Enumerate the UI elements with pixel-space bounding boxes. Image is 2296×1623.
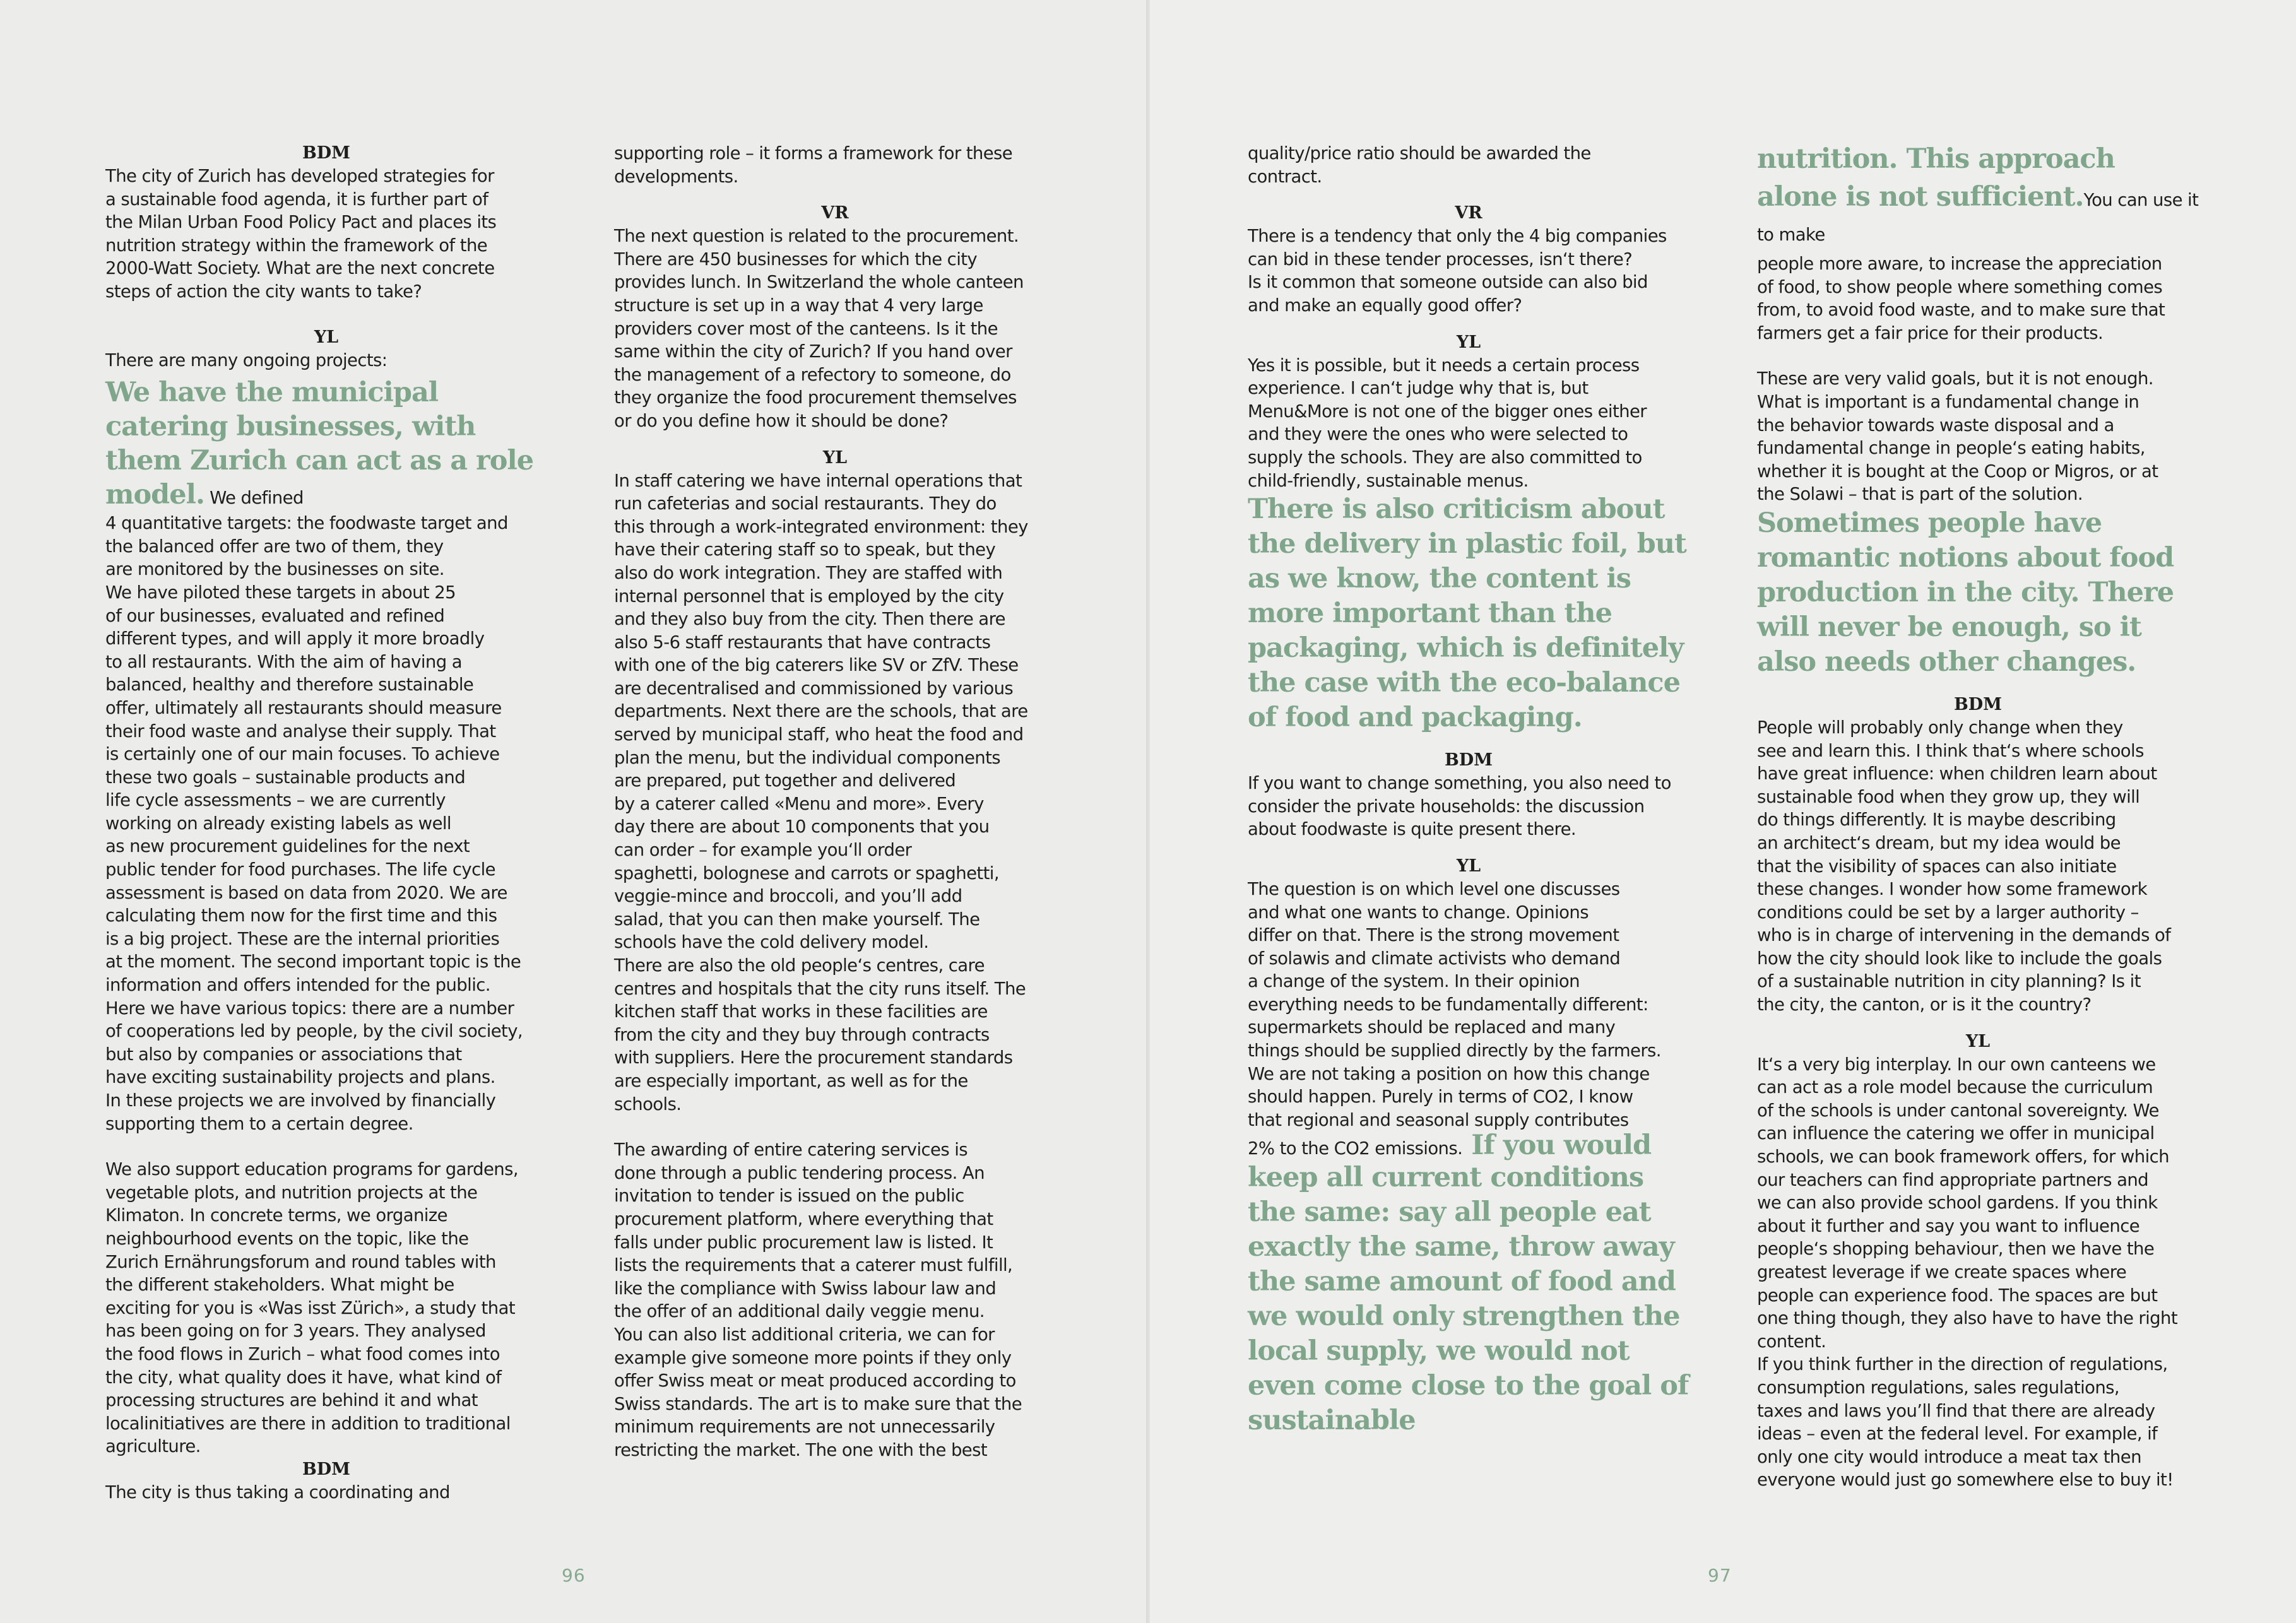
speaker-label: VR <box>1455 203 1482 223</box>
pull-quote: If you would <box>1462 1130 1652 1162</box>
pull-quote: There is also criticism about the delivery in plastic foil, but as we know, the content is more important than the packaging, which is definitely the case with the eco-balance of food and packaging. <box>1248 493 1686 734</box>
body-text: The question is on which level one discusses and what one wants to change. Opinions differ on that. There is the strong movement of solawis and climate activists who demand a change of the system. In their opinion everything needs to be fundamentally different: supermarkets should be replaced and many things should be supplied directly by the farmers. We are not taking a position on how this change should happen. Purely in terms of CO2, I know that regional and seasonal supply contributes <box>1248 878 1661 1130</box>
body-text: We also support education programs for gardens, vegetable plots, and nutrition projects at the Klimaton. In concrete terms, we organize neighbourhood events on the topic, like the Zurich Ernährungsforum and round tables with the different stakeholders. What might be exciting for you is «Was isst Zürich», a study that has been going on for 3 years. They analysed the food flows in Zurich – what food comes into the city, what quality does it have, what kind of processing structures are behind it and what localinitiatives are there in addition to traditional agriculture. <box>105 1159 518 1457</box>
pull-quote-paragraph <box>1757 142 2199 252</box>
speaker-label: BDM <box>1953 694 2003 714</box>
body-text: people more aware, to increase the appreciation of food, to show people where something comes from, to avoid food waste, and to make sure that farmers get a fair price for their products. <box>1757 254 2165 343</box>
body-text: quality/price ratio should be awarded the contract. <box>1248 143 1591 187</box>
body-text: It‘s a very big interplay. In our own canteens we can act as a role model because the curriculum of the schools is under cantonal sovereignty. We can influence the catering we offer in municipal schools, we can book framework offers, for which our teachers can find appropriate partners and we can also provide school gardens. If you think about it further and say you want to influence people‘s shopping behaviour, then we have the greatest leverage if we create spaces where people can experience food. The spaces are but one thing though, they also have to have the right content. If you think further in the direction of regulations, consumption regulations, sales regulations, taxes and laws you’ll find that there are already ideas – even at the federal level. For example, if only one city would introduce a meat tax then everyone would just go somewhere else to buy it! <box>1757 1054 2178 1490</box>
column-4 <box>1757 142 2199 1492</box>
body-text: There is a tendency that only the 4 big companies can bid in these tender processes, isn‘t there? Is it common that someone outside can also bid and make an equally good offer? <box>1248 226 1667 316</box>
pull-quote: Sometimes people have romantic notions about food production in the city. There will never be enough, so it also needs other changes. <box>1757 507 2174 678</box>
speaker-label: BDM <box>302 1459 351 1479</box>
body-text: Yes it is possible, but it needs a certain process experience. I can‘t judge why that is, but Menu&More is not one of the bigger ones either and they were the ones who were selected to supply the schools. They are also committed to child-friendly, sustainable menus. <box>1248 355 1647 491</box>
speaker-label: BDM <box>302 143 351 163</box>
speaker-label: YL <box>822 447 848 468</box>
body-text: 2% to the CO2 emissions. <box>1248 1138 1463 1159</box>
pull-quote: keep all current conditions the same: say all people eat exactly the same, throw away the same amount of food and we would only strengthen the local supply, we would not even come close to the goal of sustainable <box>1248 1162 1689 1437</box>
pull-quote: nutrition. This approach alone is not sufficient. <box>1757 143 2115 213</box>
body-text: If you want to change something, you also need to consider the private households: the discussion about foodwaste is quite present there. <box>1248 773 1671 840</box>
body-text: People will probably only change when they see and learn this. I think that‘s where schools have great influence: when children learn about sustainable food when they grow up, they will do things differently. It is maybe describing an architect‘s dream, but my idea would be that the visibility of spaces can also initiate these changes. I wonder how some framework conditions could be set by a larger authority – who is in charge of intervening in the demands of how the city should look like to include the goals of a sustainable nutrition in city planning? Is it the city, the canton, or is it the country? <box>1757 717 2171 1015</box>
body-text: supporting role – it forms a framework for these developments. <box>614 143 1013 187</box>
speaker-label: YL <box>1965 1031 1991 1051</box>
body-text: The city of Zurich has developed strategies for a sustainable food agenda, it is further part of the Milan Urban Food Policy Pact and places its nutrition strategy within the framework of the 2000-Watt Society. What are the next concrete steps of action the city wants to take? <box>105 166 497 302</box>
speaker-label: YL <box>1456 856 1481 876</box>
pull-quote-paragraph <box>1248 1130 1689 1162</box>
column-2 <box>614 142 1056 1461</box>
body-text: The city is thus taking a coordinating and <box>105 1482 450 1502</box>
body-text: The awarding of entire catering services is done through a public tendering process. An invitation to tender is issued on the public procurement platform, where everything that falls under public procurement law is listed. It lists the requirements that a caterer must fulfill, like the compliance with Swiss labour law and the offer of an additional daily veggie menu. You can also list additional criteria, we can for example give someone more points if they only offer Swiss meat or meat produced according to Swiss standards. The art is to make sure that the minimum requirements are not unnecessarily restricting the market. The one with the best <box>614 1140 1022 1460</box>
body-text: These are very valid goals, but it is not enough. What is important is a fundamental change in the behavior towards waste disposal and a fundamental change in people‘s eating habits, whether it is bought at the Coop or Migros, or at the Solawi – that is part of the solution. <box>1757 369 2158 505</box>
speaker-label: YL <box>1456 332 1481 352</box>
body-text: The next question is related to the procurement. There are 450 businesses for which the city provides lunch. In Switzerland the whole canteen structure is set up in a way that 4 very large providers cover most of the canteens. Is it the same within the city of Zurich? If you hand over the management of a refectory to someone, do they organize the food procurement themselves or do you define how it should be done? <box>614 226 1024 431</box>
page-number-right: 97 <box>1708 1565 1732 1586</box>
page-number-left: 96 <box>562 1565 586 1586</box>
body-text: There are many ongoing projects: <box>105 350 388 370</box>
body-text: In staff catering we have internal operations that run cafeterias and social restaurants. They do this through a work-integrated environment: they have their catering staff so to speak, but they also do work integration. They are staffed with internal personnel that is employed by the city and they also buy from the city. Then there are also 5-6 staff restaurants that have contracts with one of the big caterers like SV or ZfV. These are decentralised and commissioned by various departments. Next there are the schools, that are served by municipal staff, who heat the food and plan the menu, but the individual components are prepared, put together and delivered by a caterer called «Menu and more». Every day there are about 10 components that you can order – for example you‘ll order spaghetti, bolognese and carrots or spaghetti, veggie-mince and broccoli, and you’ll add salad, that you can then make yourself. The schools have the cold delivery model. There are also the old people‘s centres, care centres and hospitals that the city runs itself. The kitchen staff that works in these facilities are from the city and they buy through contracts with suppliers. Here the procurement standards are especially important, as well as for the schools. <box>614 470 1028 1114</box>
pull-quote-paragraph <box>105 375 547 512</box>
speaker-label: BDM <box>1444 750 1493 770</box>
column-3 <box>1248 142 1689 1438</box>
body-text: You can use it to make <box>1757 190 2199 245</box>
column-1 <box>105 142 547 1504</box>
speaker-label: VR <box>821 203 849 223</box>
speaker-label: YL <box>314 327 339 347</box>
body-text: We defined <box>204 488 304 509</box>
pull-quote: We have the municipal catering businesses, with them Zurich can act as a role model. <box>105 377 534 511</box>
body-text: 4 quantitative targets: the foodwaste target and the balanced offer are two of them, they are monitored by the businesses on site. We have piloted these targets in about 25 of our businesses, evaluated and refined different types, and will apply it more broadly to all restaurants. With the aim of having a balanced, healthy and therefore sustainable offer, ultimately all restaurants should measure their food waste and analyse their supply. That is certainly one of our main focuses. To achieve these two goals – sustainable products and life cycle assessments – we are currently working on already existing labels as well as new procurement guidelines for the next public tender for food purchases. The life cycle assessment is based on data from 2020. We are calculating them now for the first time and this is a big project. These are the internal priorities at the moment. The second important topic is the information and offers intended for the public. Here we have various topics: there are a number of cooperations led by people, by the civil society, but also by companies or associations that have exciting sustainability projects and plans. In these projects we are involved by financially supporting them to a certain degree. <box>105 513 523 1134</box>
